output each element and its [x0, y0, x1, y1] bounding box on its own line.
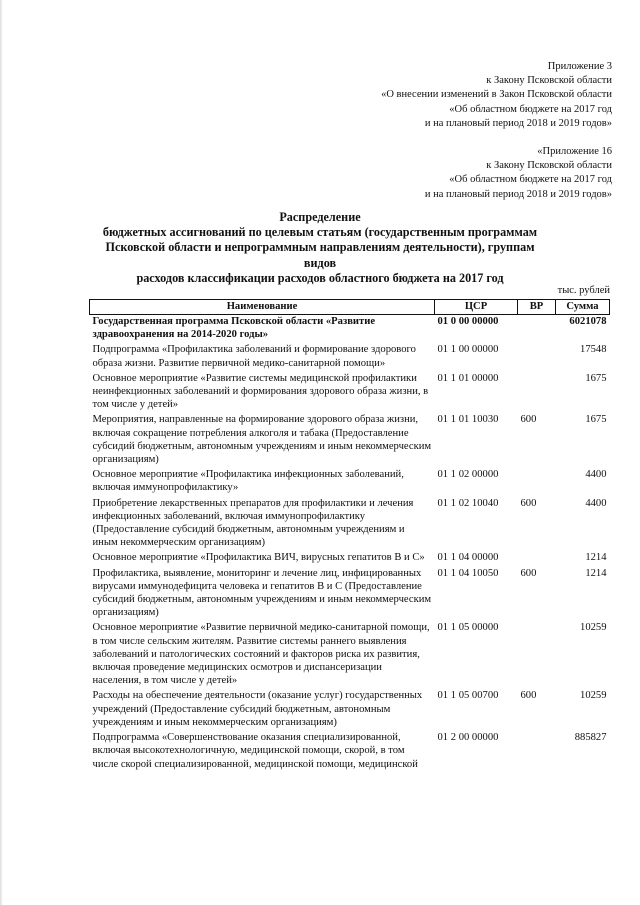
- row-vr: [518, 621, 556, 689]
- column-header-vr: ВР: [518, 300, 556, 315]
- row-csr: 01 1 00 00000: [437, 344, 499, 356]
- row-vr: 600: [520, 690, 537, 702]
- document-title: [90, 210, 550, 286]
- row-sum: 1675: [585, 372, 607, 384]
- row-sum: 885827: [574, 732, 607, 744]
- row-csr: 01 1 04 10050: [437, 567, 499, 579]
- row-name: Основное мероприятие «Профилактика инфекционных заболеваний, включая иммунопрофилактику»: [92, 469, 404, 494]
- row-sum: 1675: [585, 414, 607, 426]
- row-csr: 01 1 02 10040: [437, 497, 499, 509]
- row-name: Подпрограмма «Профилактика заболеваний и формирование здорового образа жизни. Развитие первичной медико-санитарной помощи»: [92, 344, 416, 369]
- row-sum: 17548: [580, 344, 607, 356]
- row-vr: [518, 315, 556, 344]
- units-label: тыс. рублей: [557, 285, 610, 296]
- row-sum: 10259: [580, 690, 607, 702]
- appendix-3-header: [381, 60, 612, 131]
- table-row: [90, 689, 610, 731]
- table-row: [90, 551, 610, 566]
- table-row: [90, 413, 610, 468]
- appendix-line: и на плановый период 2018 и 2019 годов»: [424, 117, 612, 129]
- column-header-csr: ЦСР: [435, 300, 518, 315]
- appendix-line: к Закону Псковской области: [486, 160, 612, 172]
- row-name: Основное мероприятие «Развитие первичной медико-санитарной помощи, в том числе сельским жителям. Развитие системы раннего выявления заболеваний и патологических состояний и факторов риска их развития, включая проведение медицинских осмотров и диспансеризации населения, в том числе у детей»: [92, 622, 430, 687]
- row-sum: 4400: [585, 469, 607, 481]
- row-vr: [518, 731, 556, 773]
- row-name: Мероприятия, направленные на формирование здорового образа жизни, включая сокращение потребления алкоголя и табака (Предоставление субсидий бюджетным, автономным учреждениям и иным некоммерческим организациям): [92, 414, 432, 466]
- row-csr: 01 1 01 10030: [437, 414, 499, 426]
- table-row: [90, 343, 610, 371]
- table-row: [90, 468, 610, 496]
- row-sum: 1214: [585, 552, 607, 564]
- row-csr: 01 1 05 00700: [437, 690, 499, 702]
- table-row: [90, 621, 610, 689]
- appendix-line: и на плановый период 2018 и 2019 годов»: [424, 188, 612, 200]
- column-header-name: Наименование: [90, 300, 435, 315]
- row-csr: 01 1 04 00000: [437, 552, 499, 564]
- row-name: Подпрограмма «Совершенствование оказания специализированной, включая высокотехнологичную, медицинской помощи, скорой, в том числе скорой специализированной, медицинской помощи, медицинской: [92, 732, 418, 770]
- table-row: [90, 567, 610, 622]
- column-header-sum: Сумма: [556, 300, 610, 315]
- scan-edge: [0, 0, 3, 905]
- row-name: Основное мероприятие «Профилактика ВИЧ, вирусных гепатитов В и С»: [92, 552, 425, 564]
- row-vr: [518, 372, 556, 414]
- row-name: Расходы на обеспечение деятельности (оказание услуг) государственных учреждений (Предоставление субсидий бюджетным, автономным учреждениям и иным некоммерческим организациям): [92, 690, 423, 728]
- appendix-line: к Закону Псковской области: [486, 75, 612, 87]
- table-row: [90, 372, 610, 414]
- title-line: Псковской области и непрограммным направлениям деятельности), группам видов: [105, 240, 535, 270]
- row-vr: [518, 551, 556, 566]
- table-header-row: [90, 300, 610, 315]
- row-sum: 10259: [580, 622, 607, 634]
- row-vr: 600: [520, 414, 537, 426]
- row-csr: 01 1 05 00000: [437, 622, 499, 634]
- title-line: бюджетных ассигнований по целевым статьям (государственным программам: [102, 225, 538, 240]
- row-csr: 01 2 00 00000: [437, 732, 499, 744]
- appendix-line: «О внесении изменений в Закон Псковской области: [381, 89, 612, 101]
- row-vr: 600: [520, 567, 537, 579]
- table-row: [90, 497, 610, 552]
- appendix-line: «Об областном бюджете на 2017 год: [449, 174, 612, 186]
- row-name: Профилактика, выявление, мониторинг и лечение лиц, инфицированных вирусами иммунодефицита человека и гепатитов В и С (Предоставление субсидий бюджетным, автономным учреждениям и иным некоммерческим организациям): [92, 567, 432, 619]
- appendix-16-header: [425, 145, 612, 202]
- appendix-line: «Приложение 16: [537, 146, 612, 157]
- row-sum: 1214: [585, 567, 607, 579]
- table-row: [90, 315, 610, 344]
- row-csr: 01 1 01 00000: [437, 372, 499, 384]
- title-line: расходов классификации расходов областного бюджета на 2017 год: [136, 270, 504, 285]
- table-body: [90, 315, 610, 773]
- row-name: Приобретение лекарственных препаратов для профилактики и лечения инфекционных заболеваний, включая иммунопрофилактику (Предоставление субсидий бюджетным, автономным учреждениям и иным некоммерческим организациям): [92, 497, 414, 549]
- appendix-line: «Об областном бюджете на 2017 год: [449, 103, 612, 115]
- row-vr: [518, 343, 556, 371]
- row-csr: 01 1 02 00000: [437, 469, 499, 481]
- row-sum: 6021078: [569, 316, 607, 327]
- row-vr: 600: [520, 497, 537, 509]
- appendix-line: Приложение 3: [547, 61, 612, 72]
- budget-table: [89, 299, 610, 773]
- title-line: Распределение: [279, 210, 361, 224]
- row-name: Основное мероприятие «Развитие системы медицинской профилактики неинфекционных заболеваний и формирования здорового образа жизни, в том числе у детей»: [92, 372, 429, 411]
- row-name: Государственная программа Псковской области «Развитие здравоохранения на 2014-2020 годы»: [92, 316, 376, 341]
- row-sum: 4400: [585, 497, 607, 509]
- row-csr: 01 0 00 00000: [437, 316, 499, 327]
- row-vr: [518, 468, 556, 496]
- table-row: [90, 731, 610, 773]
